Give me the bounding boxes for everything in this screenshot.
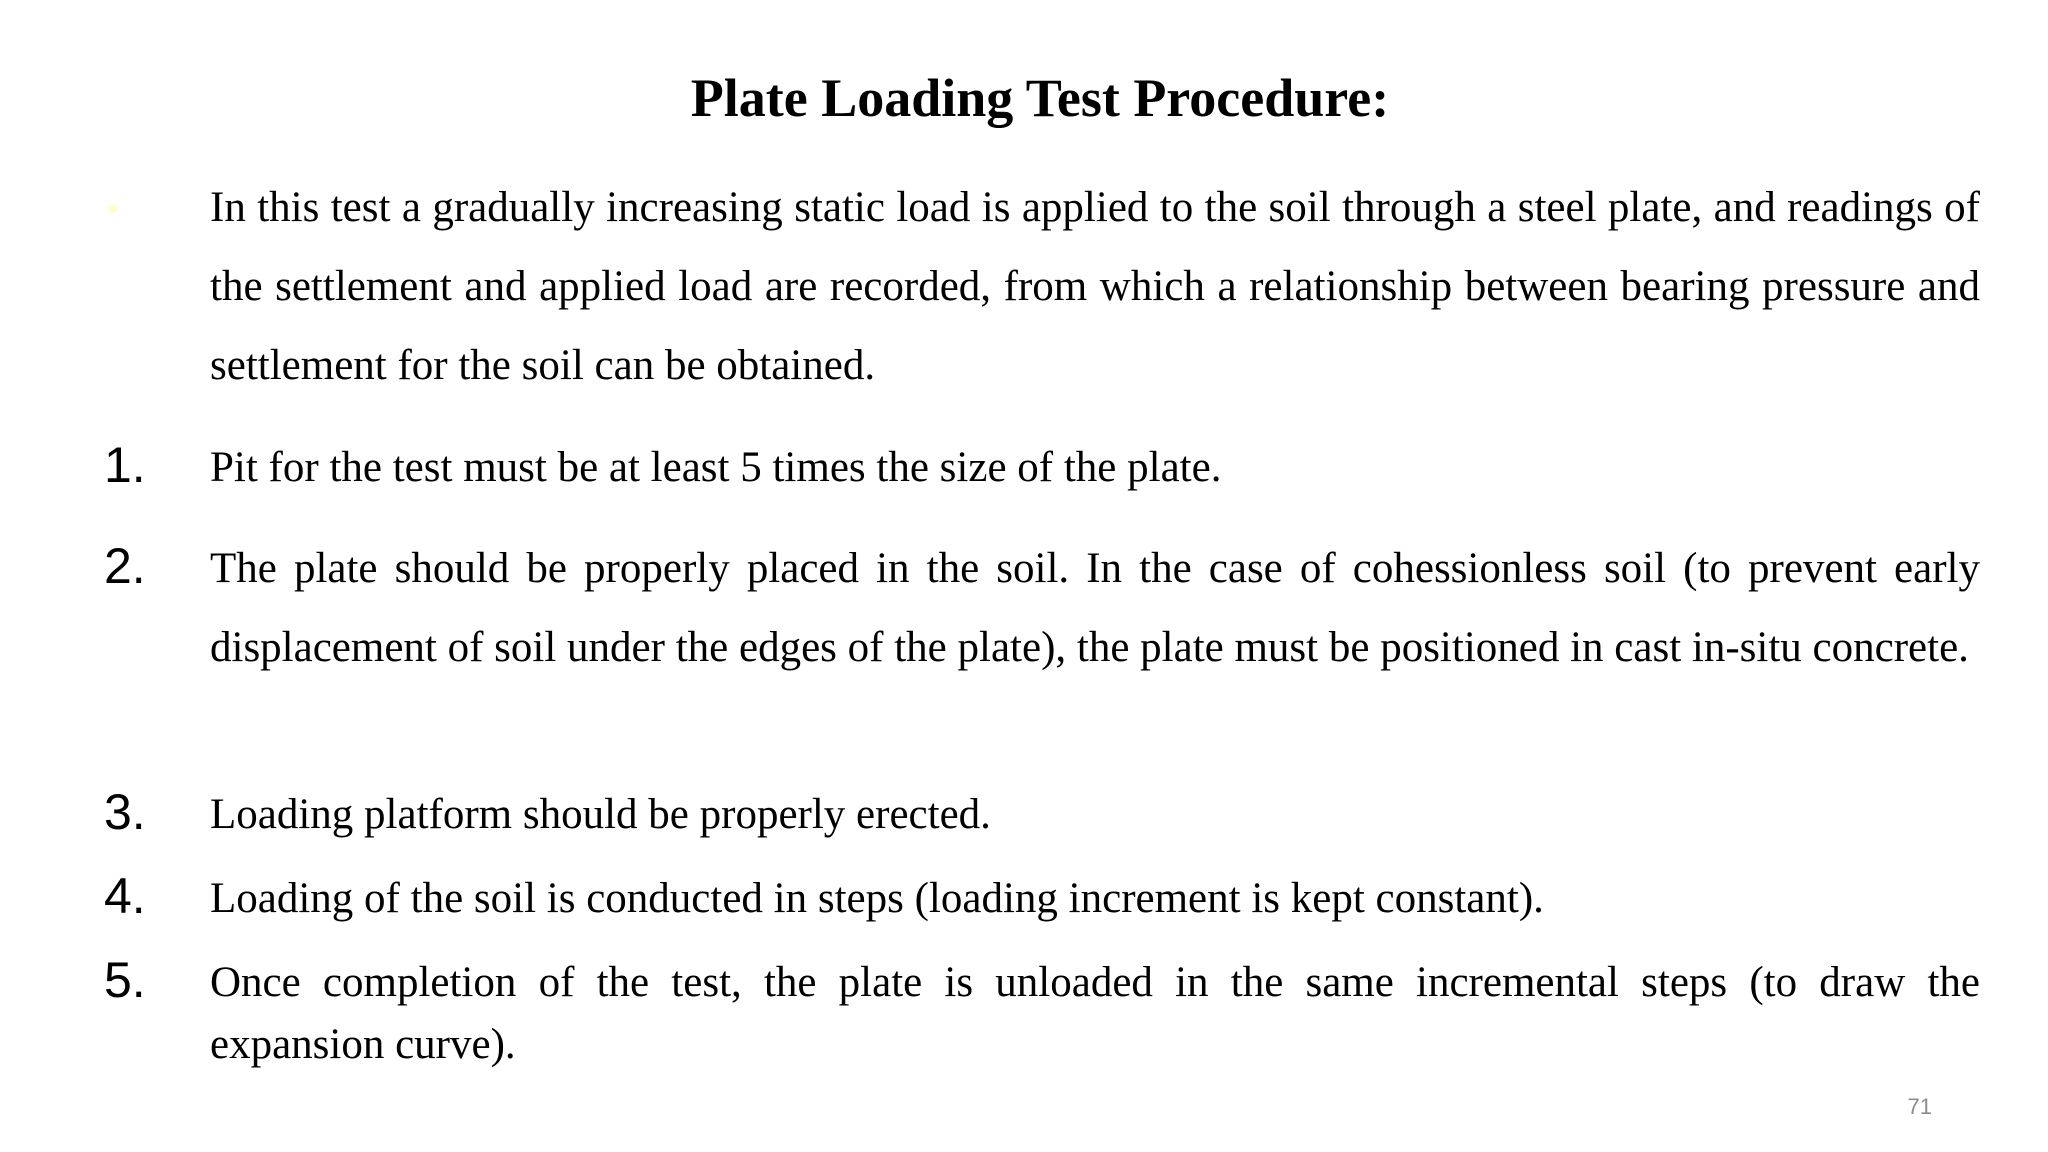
intro-text: In this test a gradually increasing static load is applied to the soil through a steel plate, and readings of the settlement and applied load are recorded, from which a relationship between bearing pressure and settlement for the soil can be obtained. [210, 184, 1980, 389]
list-number: 5. [104, 952, 146, 1008]
list-item-text: Loading platform should be properly erected. [210, 791, 991, 838]
list-item-text: Once completion of the test, the plate is unloaded in the same incremental steps (to draw the expansion curve). [210, 959, 1980, 1068]
list-item-text: Pit for the test must be at least 5 times the size of the plate. [210, 444, 1222, 491]
list-number: 1. [104, 437, 146, 493]
page-number: 71 [1907, 1094, 1932, 1119]
list-item-text: The plate should be properly placed in the soil. In the case of cohessionless soil (to prevent early displacement of soil under the edges of the plate), the plate must be positioned in cast in-situ concrete. [210, 545, 1980, 671]
list-number: 4. [104, 868, 146, 924]
list-number: 2. [104, 538, 146, 594]
slide-title: Plate Loading Test Procedure: [690, 68, 1390, 128]
list-item-text: Loading of the soil is conducted in steps (loading increment is kept constant). [210, 875, 1544, 922]
bullet-icon: • [108, 193, 119, 226]
list-number: 3. [104, 784, 146, 840]
